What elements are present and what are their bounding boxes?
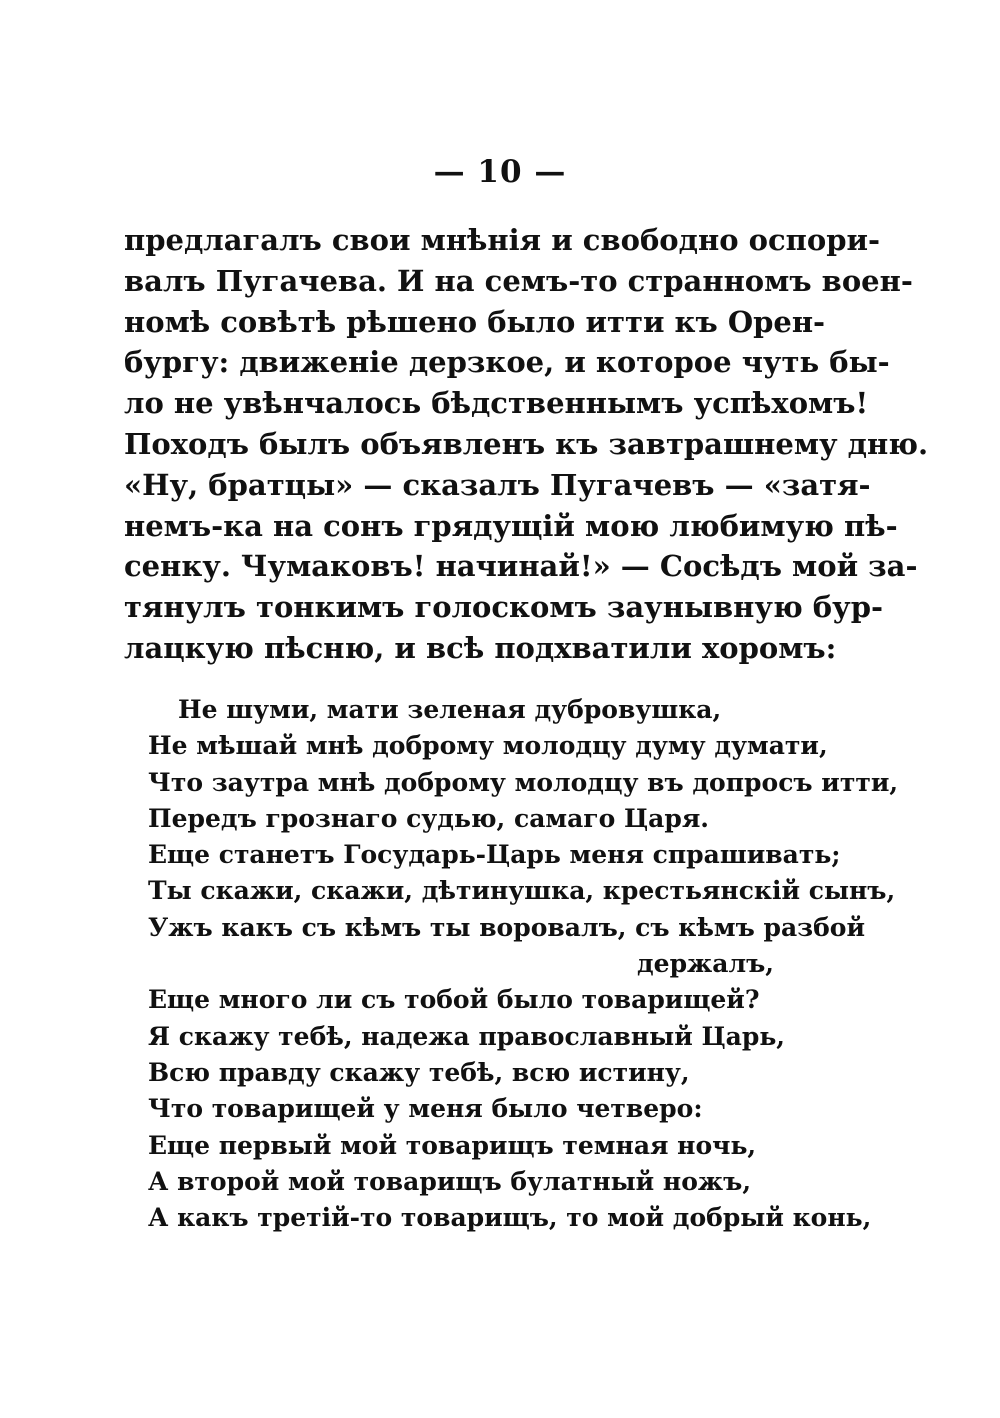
prose-line: «Ну, братцы» — сказалъ Пугачевъ — «затя-	[124, 467, 871, 502]
verse-line: Ужъ какъ съ кѣмъ ты воровалъ, съ кѣмъ разбой	[148, 912, 866, 942]
verse-line: Не мѣшай мнѣ доброму молодцу думу думати,	[148, 731, 828, 761]
verse-line: Еще первый мой товарищъ темная ночь,	[148, 1130, 757, 1160]
prose-line: Походъ былъ объявленъ къ завтрашнему дню.	[124, 426, 929, 461]
verse-line: Не шуми, мати зеленая дубровушка,	[178, 695, 722, 724]
verse-line: Ты скажи, скажи, дѣтинушка, крестьянскій сынъ,	[148, 876, 896, 906]
prose-line: ло не увѣнчалось бѣдственнымъ успѣхомъ!	[124, 386, 869, 421]
verse-line: А второй мой товарищъ булатный ножъ,	[148, 1166, 752, 1196]
verse-line: Передъ грознаго судью, самаго Царя.	[148, 803, 710, 833]
page-number: — 10 —	[433, 154, 567, 190]
prose-line: предлагалъ свои мнѣнія и свободно оспори-	[124, 223, 881, 257]
verse-line: Что товарищей у меня было четверо:	[148, 1094, 703, 1124]
prose-line: немъ-ка на сонъ грядущій мою любимую пѣ-	[124, 508, 898, 543]
verse-line: Еще много ли съ тобой было товарищей?	[148, 985, 760, 1015]
prose-line: лацкую пѣсню, и всѣ подхватили хоромъ:	[124, 630, 837, 665]
prose-line: сенку. Чумаковъ! начинай!» — Сосѣдъ мой за-	[124, 549, 918, 584]
verse-line: Еще станетъ Государь-Царь меня спрашивать;	[148, 840, 841, 870]
verse-line-continuation: держалъ,	[637, 949, 774, 979]
verse-line: Всю правду скажу тебѣ, всю истину,	[148, 1057, 690, 1087]
prose-line: бургу: движеніе дерзкое, и которое чуть бы-	[124, 345, 890, 380]
verse-line: А какъ третій-то товарищъ, то мой добрый конь,	[148, 1203, 872, 1233]
verse-line: Я скажу тебѣ, надежа православный Царь,	[148, 1021, 785, 1051]
verse-line: Что заутра мнѣ доброму молодцу въ допросъ итти,	[148, 767, 899, 797]
prose-line: номѣ совѣтѣ рѣшено было итти къ Орен-	[124, 304, 826, 339]
song-verse	[148, 692, 899, 1236]
prose-line: валъ Пугачева. И на семъ-то странномъ воен-	[124, 263, 913, 298]
prose-paragraph	[124, 220, 929, 669]
prose-line: тянулъ тонкимъ голоскомъ заунывную бур-	[124, 590, 884, 625]
